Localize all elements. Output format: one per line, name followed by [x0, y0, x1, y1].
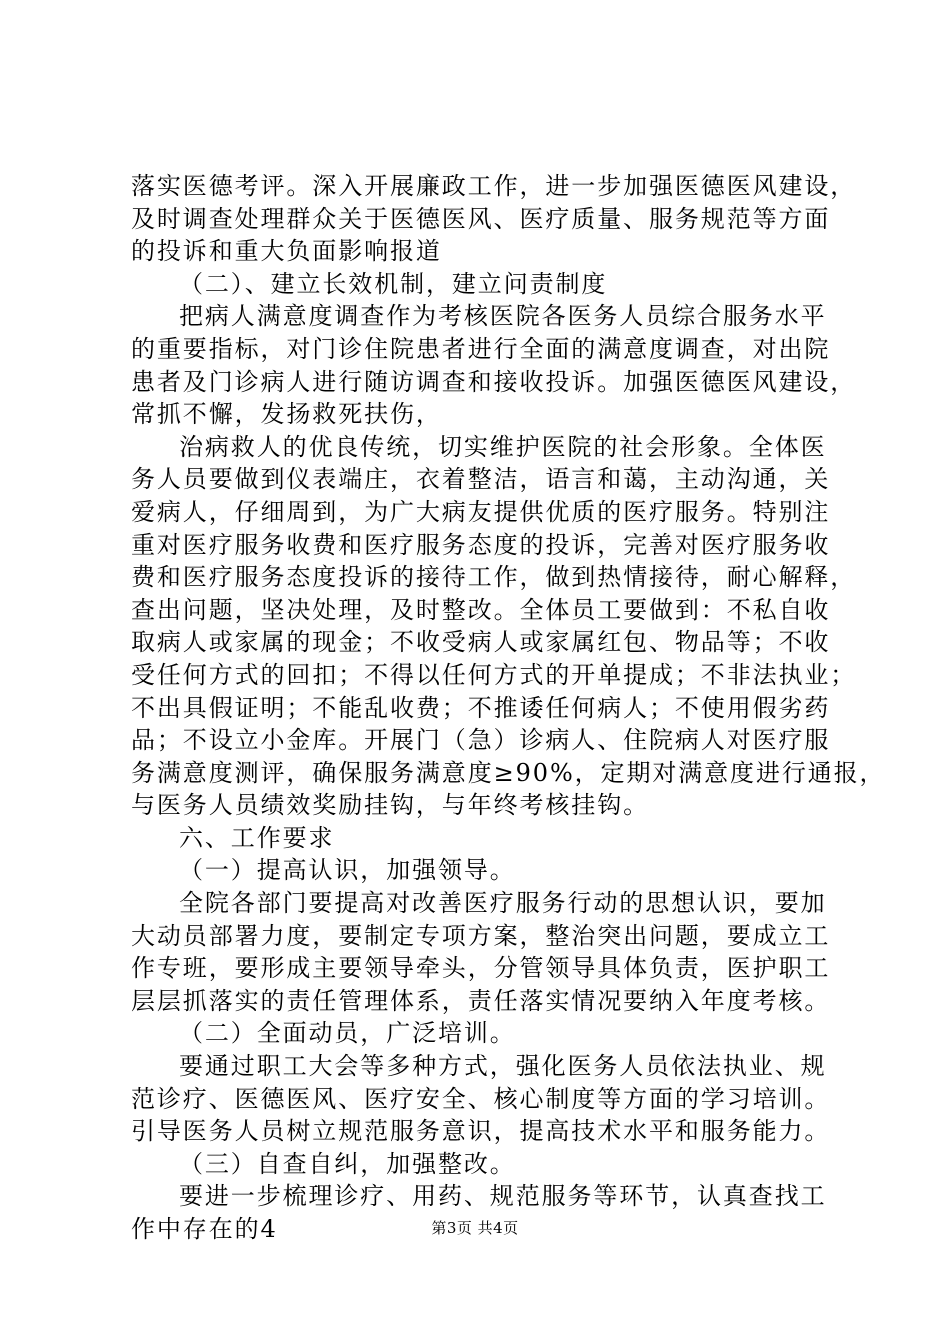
text-line: 引导医务人员树立规范服务意识，提高技术水平和服务能力。 [131, 1117, 831, 1146]
text-line: 常抓不懈，发扬救死扶伤， [131, 400, 442, 429]
text-line: 务满意度测评，确保服务满意度≥90%，定期对满意度进行通报， [131, 758, 886, 787]
text-line: 及时调查处理群众关于医德医风、医疗质量、服务规范等方面 [131, 204, 831, 233]
paragraph-start: 要通过职工大会等多种方式，强化医务人员依法执业、规 [179, 1052, 827, 1081]
text-line: 爱病人，仔细周到，为广大病友提供优质的医疗服务。特别注 [131, 497, 831, 526]
text-line: 重对医疗服务收费和医疗服务态度的投诉，完善对医疗服务收 [131, 530, 831, 559]
text-line: 查出问题，坚决处理，及时整改。全体员工要做到：不私自收 [131, 595, 831, 624]
page-footer [0, 1217, 950, 1238]
section-heading: （二）、建立长效机制，建立问责制度 [179, 269, 608, 298]
text-line: 费和医疗服务态度投诉的接待工作，做到热情接待，耐心解释， [131, 563, 857, 592]
paragraph-start: 把病人满意度调查作为考核医院各医务人员综合服务水平 [179, 302, 827, 331]
text-line: 作中存在的4 [131, 1215, 278, 1243]
section-heading: （三）自查自纠，加强整改。 [179, 1149, 516, 1178]
text-line: 的投诉和重大负面影响报道 [131, 237, 442, 266]
text-line: 患者及门诊病人进行随访调查和接收投诉。加强医德医风建设， [131, 367, 857, 396]
paragraph-start: 治病救人的优良传统，切实维护医院的社会形象。全体医 [179, 432, 827, 461]
text-line: 范诊疗、医德医风、医疗安全、核心制度等方面的学习培训。 [131, 1084, 831, 1113]
text-line: 取病人或家属的现金；不收受病人或家属红包、物品等；不收 [131, 628, 831, 657]
text-line: 层层抓落实的责任管理体系，责任落实情况要纳入年度考核。 [131, 986, 831, 1015]
text-line: 不出具假证明；不能乱收费；不推诿任何病人；不使用假劣药 [131, 693, 831, 722]
text-line: 作专班，要形成主要领导牵头，分管领导具体负责，医护职工 [131, 954, 831, 983]
section-heading: （二）全面动员，广泛培训。 [179, 1019, 516, 1048]
text-line: 与医务人员绩效奖励挂钩，与年终考核挂钩。 [131, 791, 649, 820]
page-number-label: 第3页 共4页 [431, 1219, 519, 1237]
paragraph-start: 要进一步梳理诊疗、用药、规范服务等环节，认真查找工 [179, 1182, 827, 1211]
text-line: 品；不设立小金库。开展门（急）诊病人、住院病人对医疗服 [131, 726, 831, 755]
document-body [131, 170, 886, 1246]
section-heading: （一）提高认识，加强领导。 [179, 856, 516, 885]
text-line: 落实医德考评。深入开展廉政工作，进一步加强医德医风建设， [131, 172, 857, 200]
text-line: 务人员要做到仪表端庄，衣着整洁，语言和蔼，主动沟通，关 [131, 465, 831, 494]
paragraph-start: 全院各部门要提高对改善医疗服务行动的思想认识，要加 [179, 889, 827, 918]
section-heading: 六、工作要求 [179, 823, 335, 852]
text-line: 受任何方式的回扣；不得以任何方式的开单提成；不非法执业； [131, 660, 857, 689]
text-line: 大动员部署力度，要制定专项方案，整治突出问题，要成立工 [131, 921, 831, 950]
text-line: 的重要指标，对门诊住院患者进行全面的满意度调查，对出院 [131, 334, 831, 363]
